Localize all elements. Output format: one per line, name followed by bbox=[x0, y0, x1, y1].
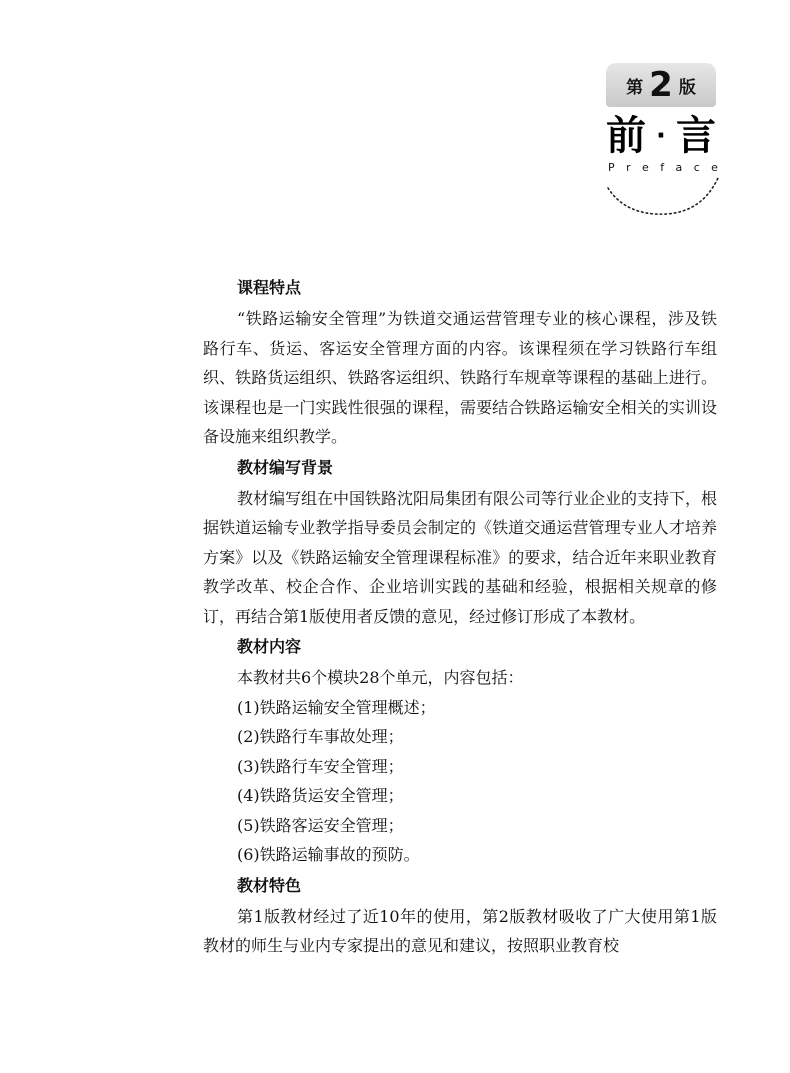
section-heading: 教材内容 bbox=[237, 637, 302, 656]
dotted-arc-ornament bbox=[606, 166, 722, 222]
subtitle-letter: e bbox=[711, 161, 718, 174]
title-char-left: 前 bbox=[606, 113, 646, 159]
subtitle-letter: r bbox=[626, 161, 631, 174]
content-list-item: (5)铁路客运安全管理； bbox=[237, 815, 404, 835]
content-intro: 本教材共6个模块28个单元，内容包括： bbox=[237, 668, 524, 687]
content-list-item: (1)铁路运输安全管理概述； bbox=[237, 697, 436, 717]
subtitle-letter: e bbox=[642, 161, 649, 174]
section-paragraph: “铁路运输安全管理”为铁道交通运营管理专业的核心课程，涉及铁路行车、货运、客运安全管理方面的内容。该课程须在学习铁路行车组织、铁路货运组织、铁路客运组织、铁路行车规章等课程的基础上进行。该课程也是一门实践性很强的课程，需要结合铁路运输安全相关的实训设备设施来组织教学。 bbox=[203, 309, 717, 446]
subtitle-letter: P bbox=[608, 161, 615, 174]
content-list-item: (6)铁路运输事故的预防。 bbox=[237, 845, 420, 864]
subtitle-letter: f bbox=[660, 161, 665, 174]
section-heading: 课程特点 bbox=[237, 278, 302, 297]
section-paragraph: 教材编写组在中国铁路沈阳局集团有限公司等行业企业的支持下，根据铁道运输专业教学指导委员会制定的《铁道交通运营管理专业人才培养方案》以及《铁路运输安全管理课程标准》的要求，结合近年来职业教育教学改革、校企合作、企业培训实践的基础和经验，根据相关规章的修订，再结合第1版使用者反馈的意见，经过修订形成了本教材。 bbox=[203, 488, 718, 626]
page-title bbox=[606, 112, 716, 160]
subtitle-letter: a bbox=[675, 161, 683, 174]
edition-suffix: 版 bbox=[678, 77, 696, 98]
subtitle-letter: c bbox=[693, 161, 700, 174]
content-list-item: (3)铁路行车安全管理； bbox=[237, 756, 404, 776]
title-char-right: 言 bbox=[675, 113, 716, 159]
edition-badge bbox=[606, 63, 716, 107]
preface-body bbox=[203, 272, 717, 961]
edition-number: 2 bbox=[649, 65, 673, 105]
section-paragraph: 第1版教材经过了近10年的使用，第2版教材吸收了广大使用第1版教材的师生与业内专家提出的意见和建议，按照职业教育校 bbox=[203, 906, 717, 955]
title-dot: · bbox=[656, 121, 666, 151]
edition-prefix: 第 bbox=[626, 77, 644, 98]
section-heading: 教材特色 bbox=[237, 875, 302, 895]
content-list-item: (4)铁路货运安全管理； bbox=[237, 786, 404, 805]
content-list-item: (2)铁路行车事故处理； bbox=[237, 727, 404, 746]
section-heading: 教材编写背景 bbox=[237, 457, 334, 477]
